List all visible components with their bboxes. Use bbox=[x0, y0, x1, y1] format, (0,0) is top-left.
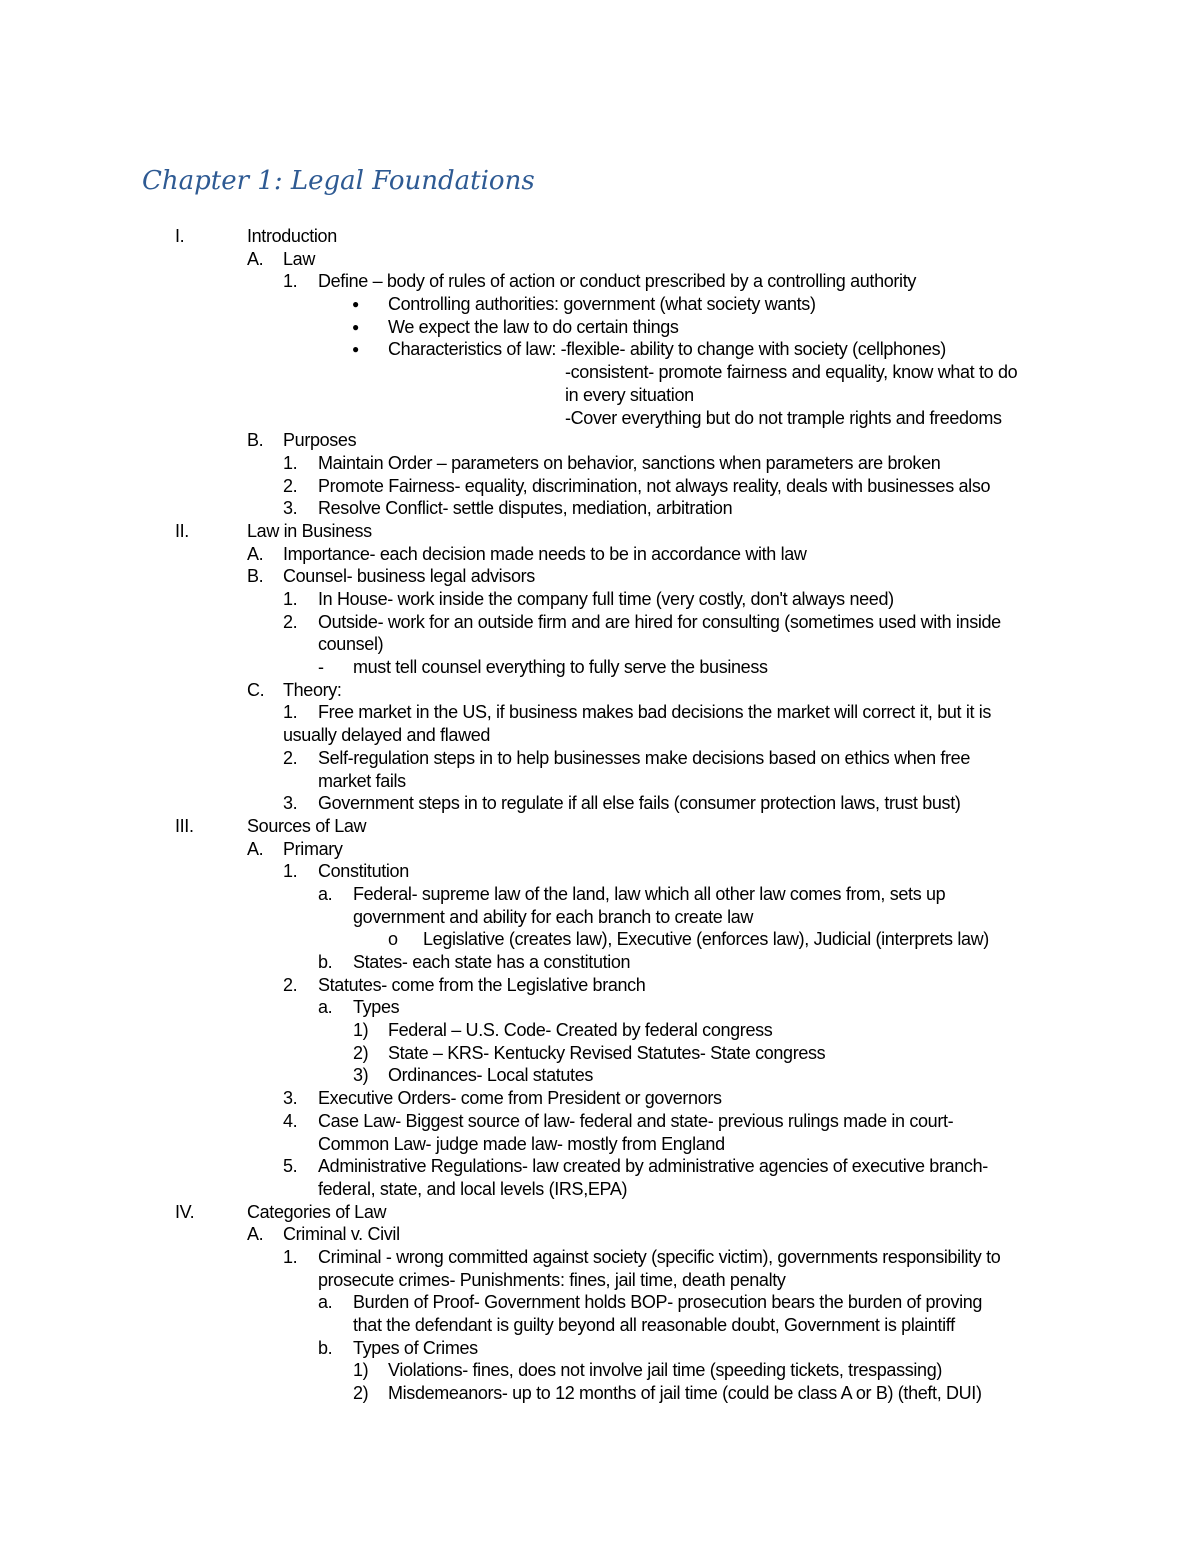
outline-text: Violations- fines, does not involve jail time (speeding tickets, trespassing) bbox=[388, 1360, 943, 1381]
outline-line bbox=[0, 1337, 1200, 1360]
outline-text: Federal – U.S. Code- Created by federal congress bbox=[388, 1020, 773, 1041]
outline-list bbox=[0, 225, 1200, 1405]
outline-line bbox=[0, 838, 1200, 861]
outline-text: States- each state has a constitution bbox=[353, 952, 631, 972]
outline-marker: 5. bbox=[283, 1156, 298, 1177]
outline-line bbox=[0, 951, 1200, 974]
outline-text: Government steps in to regulate if all else fails (consumer protection laws, trust bust) bbox=[318, 793, 961, 814]
outline-text: usually delayed and flawed bbox=[283, 725, 491, 746]
outline-line bbox=[0, 679, 1200, 702]
outline-marker: a. bbox=[318, 1292, 333, 1313]
outline-text: Statutes- come from the Legislative branch bbox=[318, 974, 646, 995]
outline-line bbox=[0, 1291, 1200, 1314]
outline-marker: 3) bbox=[353, 1065, 369, 1086]
outline-line bbox=[0, 1155, 1200, 1178]
outline-marker: A. bbox=[247, 543, 264, 564]
outline-line bbox=[0, 384, 1200, 407]
outline-marker: IV. bbox=[175, 1201, 195, 1222]
outline-line bbox=[0, 225, 1200, 248]
outline-line bbox=[0, 633, 1200, 656]
outline-line bbox=[0, 974, 1200, 997]
outline-text: Define – body of rules of action or conduct prescribed by a controlling authority bbox=[318, 271, 917, 292]
outline-line bbox=[0, 407, 1200, 430]
outline-text: Maintain Order – parameters on behavior, sanctions when parameters are broken bbox=[318, 452, 941, 473]
outline-text: Criminal - wrong committed against society (specific victim), governments responsibility to bbox=[318, 1246, 1001, 1267]
outline-line bbox=[0, 1359, 1200, 1382]
outline-text: Characteristics of law: -flexible- ability to change with society (cellphones) bbox=[388, 339, 946, 360]
outline-text: -Cover everything but do not trample rights and freedoms bbox=[565, 407, 1002, 428]
outline-line bbox=[0, 1223, 1200, 1246]
outline-marker: 3. bbox=[283, 793, 298, 814]
outline-text: Counsel- business legal advisors bbox=[283, 566, 535, 587]
outline-marker: 3. bbox=[283, 498, 298, 519]
outline-marker: 1. bbox=[283, 271, 298, 292]
outline-marker: A. bbox=[247, 838, 264, 859]
outline-marker: 4. bbox=[283, 1110, 298, 1131]
outline-line bbox=[0, 815, 1200, 838]
outline-line bbox=[0, 792, 1200, 815]
outline-line bbox=[0, 928, 1200, 951]
outline-marker: I. bbox=[175, 226, 185, 246]
outline-line bbox=[0, 338, 1200, 361]
outline-text: Theory: bbox=[283, 679, 342, 700]
outline-line bbox=[0, 429, 1200, 452]
outline-text: that the defendant is guilty beyond all reasonable doubt, Government is plaintiff bbox=[353, 1315, 955, 1335]
outline-text: must tell counsel everything to fully serve the business bbox=[353, 657, 768, 678]
outline-marker: 2) bbox=[353, 1383, 369, 1404]
outline-line bbox=[0, 1269, 1200, 1292]
outline-text: Law bbox=[283, 248, 315, 269]
outline-line bbox=[0, 361, 1200, 384]
outline-text: Categories of Law bbox=[247, 1201, 387, 1222]
outline-marker: - bbox=[318, 657, 324, 678]
outline-text: Introduction bbox=[247, 226, 337, 246]
outline-marker: B. bbox=[247, 430, 264, 451]
outline-line bbox=[0, 452, 1200, 475]
outline-line bbox=[0, 270, 1200, 293]
outline-text: Misdemeanors- up to 12 months of jail time (could be class A or B) (theft, DUI) bbox=[388, 1383, 982, 1404]
outline-text: Case Law- Biggest source of law- federal and state- previous rulings made in court- bbox=[318, 1110, 954, 1131]
outline-marker: A. bbox=[247, 1224, 264, 1245]
page-title: Chapter 1: Legal Foundations bbox=[142, 166, 535, 196]
outline-marker: 2. bbox=[283, 475, 298, 496]
outline-line bbox=[0, 1019, 1200, 1042]
outline-line bbox=[0, 1064, 1200, 1087]
outline-text: Administrative Regulations- law created by administrative agencies of executive branch- bbox=[318, 1156, 988, 1177]
outline-marker: 1) bbox=[353, 1020, 369, 1041]
outline-line bbox=[0, 1201, 1200, 1224]
outline-text: Burden of Proof- Government holds BOP- prosecution bears the burden of proving bbox=[353, 1292, 983, 1313]
outline-text: federal, state, and local levels (IRS,EPA) bbox=[318, 1178, 628, 1199]
outline-text: Types bbox=[353, 997, 400, 1018]
outline-marker: 1. bbox=[283, 702, 298, 723]
outline-marker: 1) bbox=[353, 1360, 369, 1381]
outline-text: Self-regulation steps in to help businesses make decisions based on ethics when free bbox=[318, 747, 970, 768]
outline-marker: A. bbox=[247, 248, 264, 269]
outline-marker: 2. bbox=[283, 611, 298, 632]
outline-text: Ordinances- Local statutes bbox=[388, 1065, 594, 1086]
outline-text: government and ability for each branch to create law bbox=[353, 906, 754, 927]
outline-marker: 3. bbox=[283, 1088, 298, 1109]
outline-text: Legislative (creates law), Executive (enforces law), Judicial (interprets law) bbox=[423, 929, 989, 950]
outline-line bbox=[0, 1314, 1200, 1337]
outline-marker: 2) bbox=[353, 1042, 369, 1063]
outline-text: Controlling authorities: government (what society wants) bbox=[388, 294, 816, 315]
outline-marker: a. bbox=[318, 883, 333, 904]
outline-text: Executive Orders- come from President or governors bbox=[318, 1088, 722, 1109]
outline-marker: 1. bbox=[283, 861, 298, 882]
outline-line bbox=[0, 656, 1200, 679]
outline-text: Law in Business bbox=[247, 520, 372, 541]
outline-line bbox=[0, 543, 1200, 566]
outline-marker: 2. bbox=[283, 974, 298, 995]
outline-line bbox=[0, 996, 1200, 1019]
outline-line bbox=[0, 293, 1200, 316]
outline-marker: 1. bbox=[283, 589, 298, 609]
outline-line bbox=[0, 1087, 1200, 1110]
outline-line bbox=[0, 724, 1200, 747]
outline-text: Federal- supreme law of the land, law which all other law comes from, sets up bbox=[353, 883, 946, 904]
outline-line bbox=[0, 316, 1200, 339]
outline-marker: a. bbox=[318, 997, 333, 1018]
outline-marker: 1. bbox=[283, 452, 298, 473]
outline-line bbox=[0, 883, 1200, 906]
outline-line bbox=[0, 770, 1200, 793]
outline-text: We expect the law to do certain things bbox=[388, 316, 679, 337]
outline-line bbox=[0, 475, 1200, 498]
bullet-icon: ● bbox=[352, 319, 359, 334]
outline-text: Criminal v. Civil bbox=[283, 1224, 400, 1245]
outline-text: counsel) bbox=[318, 634, 384, 655]
outline-line bbox=[0, 1246, 1200, 1269]
outline-text: In House- work inside the company full time (very costly, don't always need) bbox=[318, 589, 894, 609]
outline-text: in every situation bbox=[565, 384, 694, 405]
outline-line bbox=[0, 860, 1200, 883]
outline-marker: 1. bbox=[283, 1246, 298, 1267]
outline-marker: b. bbox=[318, 1337, 333, 1358]
outline-text: Free market in the US, if business makes bad decisions the market will correct it, but it is bbox=[318, 702, 992, 723]
outline-text: Common Law- judge made law- mostly from England bbox=[318, 1133, 725, 1154]
outline-line bbox=[0, 248, 1200, 271]
outline-marker: o bbox=[388, 929, 398, 950]
outline-marker: C. bbox=[247, 679, 265, 700]
outline-line bbox=[0, 1042, 1200, 1065]
outline-line bbox=[0, 1133, 1200, 1156]
outline-marker: b. bbox=[318, 952, 333, 972]
outline-line bbox=[0, 588, 1200, 611]
outline-line bbox=[0, 565, 1200, 588]
outline-text: Sources of Law bbox=[247, 815, 367, 836]
outline-line bbox=[0, 611, 1200, 634]
outline-text: Purposes bbox=[283, 430, 357, 451]
outline-line bbox=[0, 1382, 1200, 1405]
outline-text: Types of Crimes bbox=[353, 1337, 478, 1358]
outline-text: prosecute crimes- Punishments: fines, jail time, death penalty bbox=[318, 1269, 786, 1290]
outline-line bbox=[0, 1110, 1200, 1133]
outline-marker: II. bbox=[175, 520, 189, 541]
outline-text: Constitution bbox=[318, 861, 409, 882]
outline-text: Promote Fairness- equality, discrimination, not always reality, deals with businesses also bbox=[318, 475, 991, 496]
outline-text: Primary bbox=[283, 838, 343, 859]
outline-text: State – KRS- Kentucky Revised Statutes- State congress bbox=[388, 1042, 826, 1063]
outline-line bbox=[0, 701, 1200, 724]
outline-line bbox=[0, 747, 1200, 770]
outline-line bbox=[0, 497, 1200, 520]
bullet-icon: ● bbox=[352, 342, 359, 357]
outline-text: Resolve Conflict- settle disputes, mediation, arbitration bbox=[318, 498, 733, 519]
outline-text: Importance- each decision made needs to be in accordance with law bbox=[283, 543, 807, 564]
outline-line bbox=[0, 906, 1200, 929]
outline-marker: B. bbox=[247, 566, 264, 587]
outline-line bbox=[0, 520, 1200, 543]
outline-marker: 2. bbox=[283, 747, 298, 768]
outline-marker: III. bbox=[175, 815, 194, 836]
outline-text: -consistent- promote fairness and equality, know what to do bbox=[565, 362, 1018, 383]
outline-line bbox=[0, 1178, 1200, 1201]
outline-text: Outside- work for an outside firm and are hired for consulting (sometimes used with inside bbox=[318, 611, 1001, 632]
bullet-icon: ● bbox=[352, 297, 359, 312]
outline-text: market fails bbox=[318, 770, 406, 791]
